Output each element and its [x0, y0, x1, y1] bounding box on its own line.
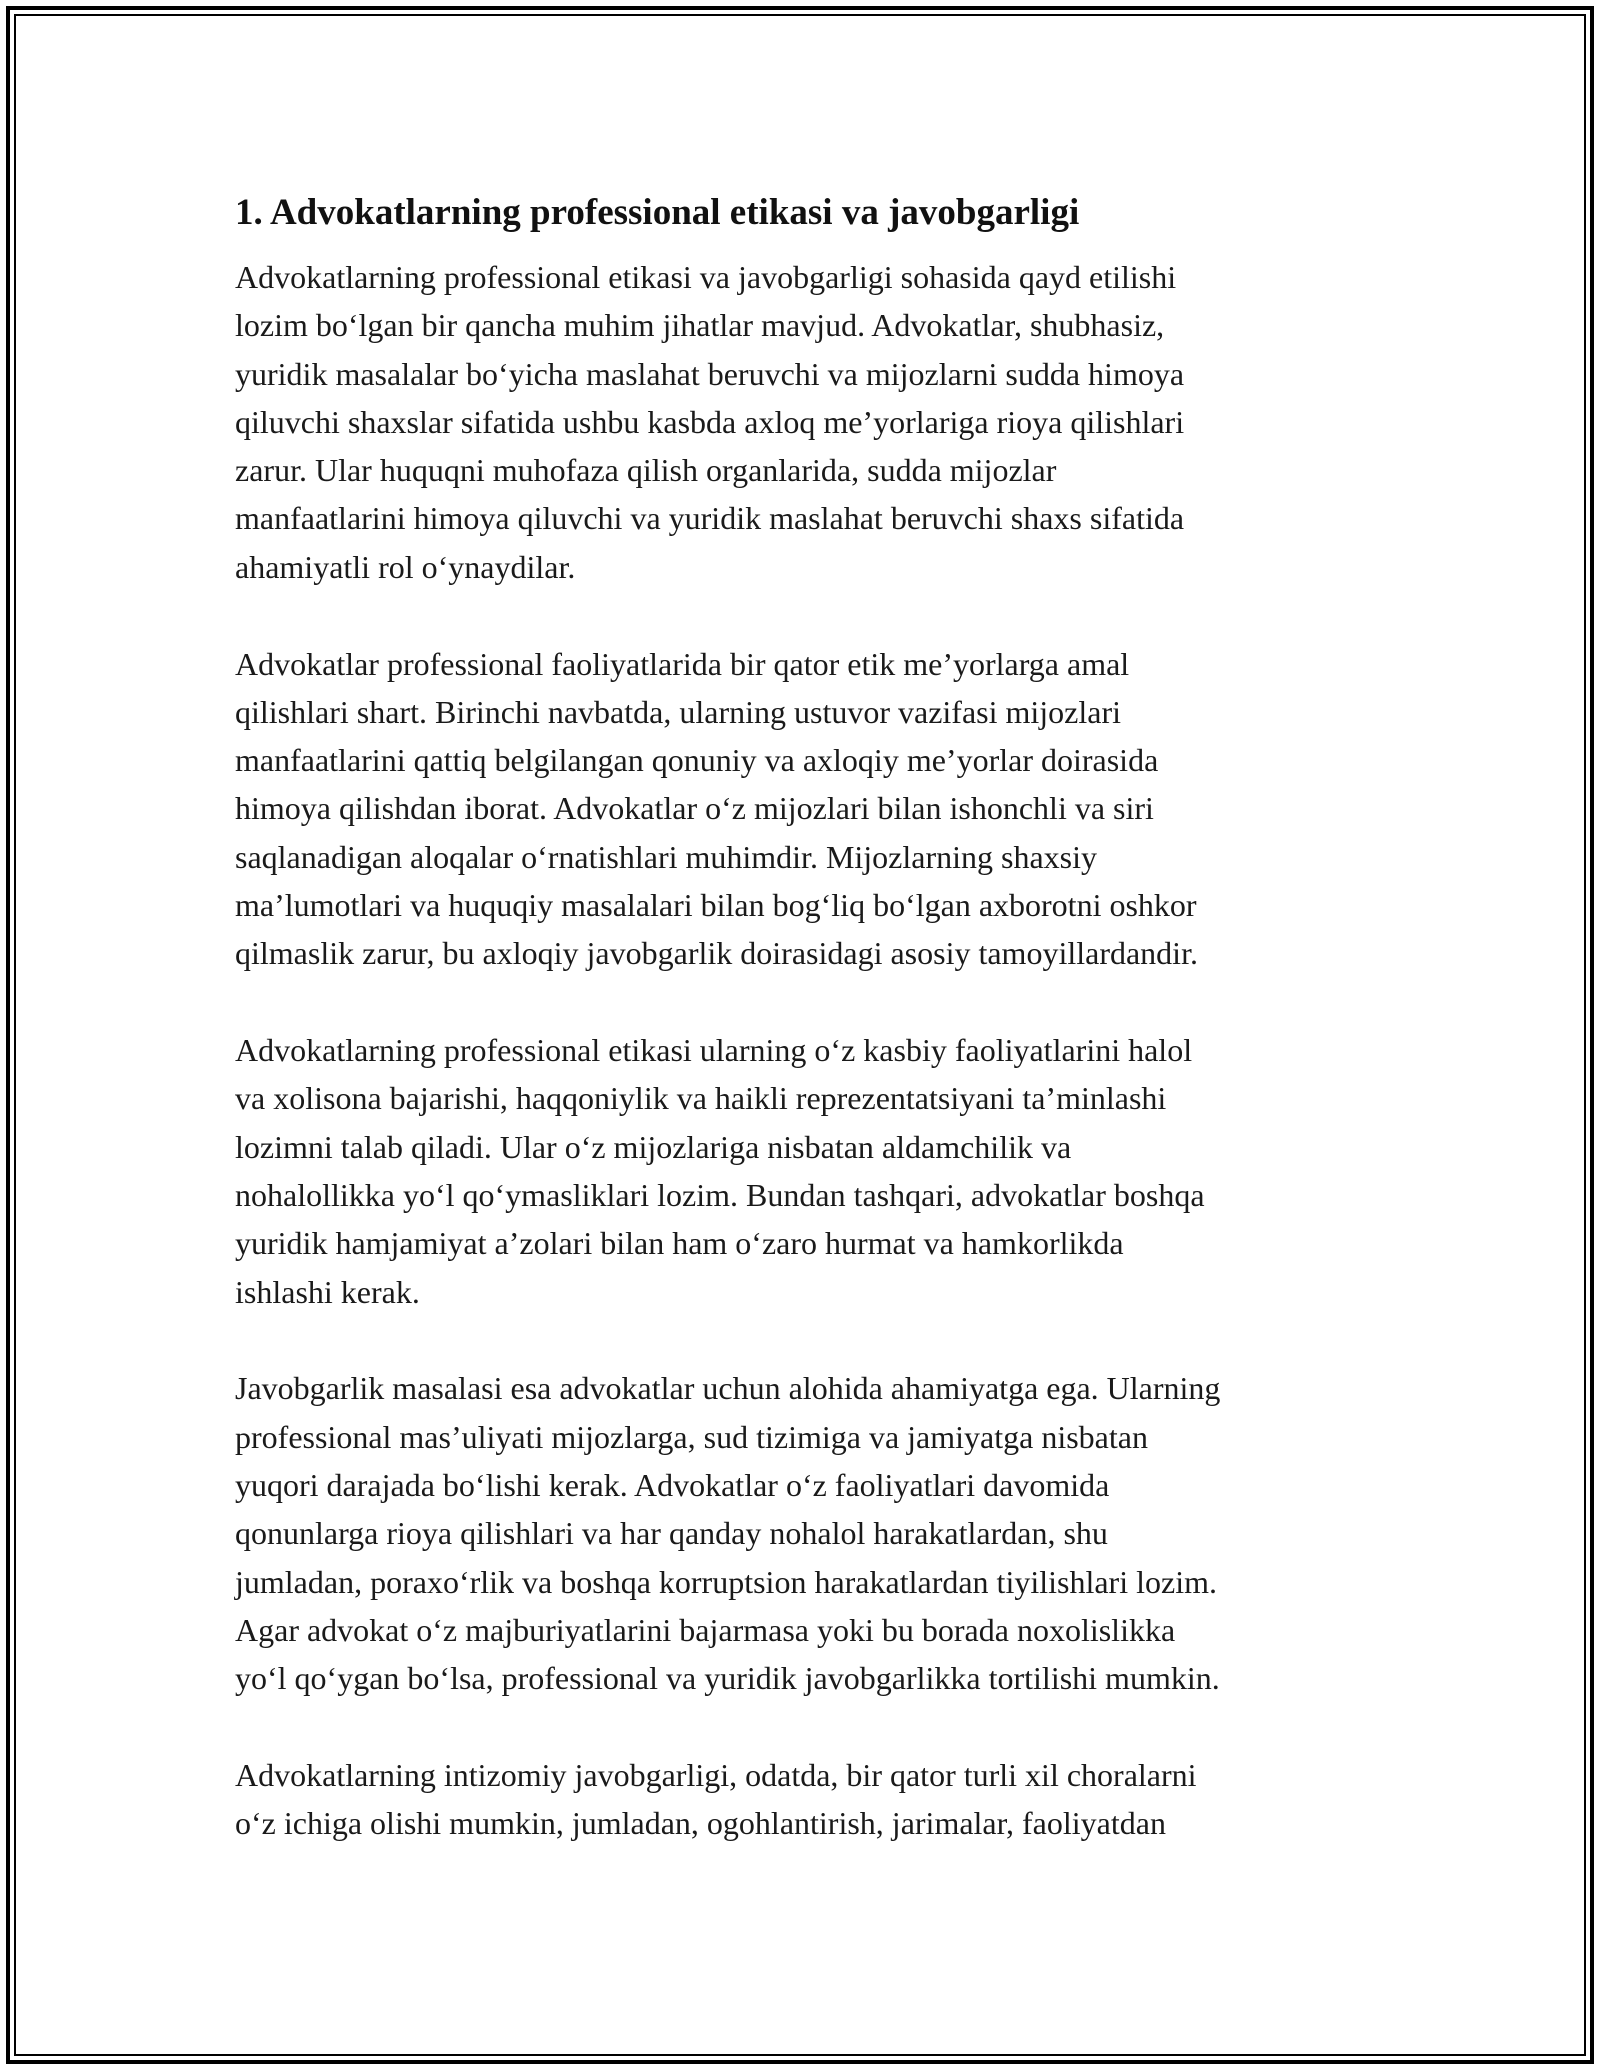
section-heading: 1. Advokatlarning professional etikasi va javobgarligi — [235, 192, 1080, 233]
text-line: yuridik masalalar bo‘yicha maslahat beruvchi va mijozlarni sudda himoya — [235, 355, 1185, 392]
document-body — [235, 183, 1385, 1896]
text-line: qilishlari shart. Birinchi navbatda, ularning ustuvor vazifasi mijozlari — [235, 693, 1121, 730]
paragraph-2 — [235, 640, 1385, 978]
text-line: manfaatlarini himoya qiluvchi va yuridik maslahat beruvchi shaxs sifatida — [235, 500, 1185, 537]
text-line: professional mas’uliyati mijozlarga, sud tizimiga va jamiyatga nisbatan — [235, 1418, 1148, 1455]
text-line: yuridik hamjamiyat a’zolari bilan ham o‘zaro hurmat va hamkorlikda — [235, 1225, 1124, 1262]
text-line: manfaatlarini qattiq belgilangan qonuniy va axloqiy me’yorlar doirasida — [235, 742, 1159, 779]
text-line: Agar advokat o‘z majburiyatlarini bajarmasa yoki bu borada noxolislikka — [235, 1611, 1176, 1648]
text-line: himoya qilishdan iborat. Advokatlar o‘z mijozlari bilan ishonchli va siri — [235, 790, 1154, 827]
text-line: Javobgarlik masalasi esa advokatlar uchun alohida ahamiyatga ega. Ularning — [235, 1370, 1221, 1407]
text-line: ishlashi kerak. — [235, 1273, 420, 1310]
text-line: qonunlarga rioya qilishlari va har qanday nohalol harakatlardan, shu — [235, 1515, 1108, 1552]
text-line: saqlanadigan aloqalar o‘rnatishlari muhimdir. Mijozlarning shaxsiy — [235, 838, 1098, 875]
text-line: lozim bo‘lgan bir qancha muhim jihatlar mavjud. Advokatlar, shubhasiz, — [235, 307, 1165, 344]
text-line: ahamiyatli rol o‘ynaydilar. — [235, 548, 576, 585]
text-line: Advokatlarning professional etikasi va javobgarligi sohasida qayd etilishi — [235, 259, 1177, 295]
text-line: qiluvchi shaxslar sifatida ushbu kasbda axloq me’yorlariga rioya qilishlari — [235, 403, 1185, 440]
text-line: lozimni talab qiladi. Ular o‘z mijozlariga nisbatan aldamchilik va — [235, 1128, 1072, 1165]
text-line: jumladan, poraxo‘rlik va boshqa korruptsion harakatlardan tiyilishlari lozim. — [235, 1563, 1217, 1600]
paragraph-5 — [235, 1751, 1385, 1848]
text-line: Advokatlarning professional etikasi ularning o‘z kasbiy faoliyatlarini halol — [235, 1032, 1193, 1069]
text-line: nohalollikka yo‘l qo‘ymasliklari lozim. Bundan tashqari, advokatlar boshqa — [235, 1177, 1205, 1214]
text-line: yuqori darajada bo‘lishi kerak. Advokatlar o‘z faoliyatlari davomida — [235, 1467, 1110, 1504]
text-line: ma’lumotlari va huquqiy masalalari bilan bog‘liq bo‘lgan axborotni oshkor — [235, 887, 1197, 924]
text-line: va xolisona bajarishi, haqqoniylik va haikli reprezentatsiyani ta’minlashi — [235, 1080, 1167, 1117]
paragraph-1 — [235, 253, 1385, 591]
text-line: o‘z ichiga olishi mumkin, jumladan, ogohlantirish, jarimalar, faoliyatdan — [235, 1805, 1166, 1842]
text-line: zarur. Ular huquqni muhofaza qilish organlarida, sudda mijozlar — [235, 452, 1057, 489]
paragraph-4 — [235, 1364, 1385, 1702]
text-line: yo‘l qo‘ygan bo‘lsa, professional va yuridik javobgarlikka tortilishi mumkin. — [235, 1660, 1220, 1697]
paragraph-3 — [235, 1026, 1385, 1316]
text-line: qilmaslik zarur, bu axloqiy javobgarlik doirasidagi asosiy tamoyillardandir. — [235, 935, 1198, 972]
text-line: Advokatlarning intizomiy javobgarligi, odatda, bir qator turli xil choralarni — [235, 1757, 1197, 1794]
text-line: Advokatlar professional faoliyatlarida bir qator etik me’yorlarga amal — [235, 645, 1130, 682]
